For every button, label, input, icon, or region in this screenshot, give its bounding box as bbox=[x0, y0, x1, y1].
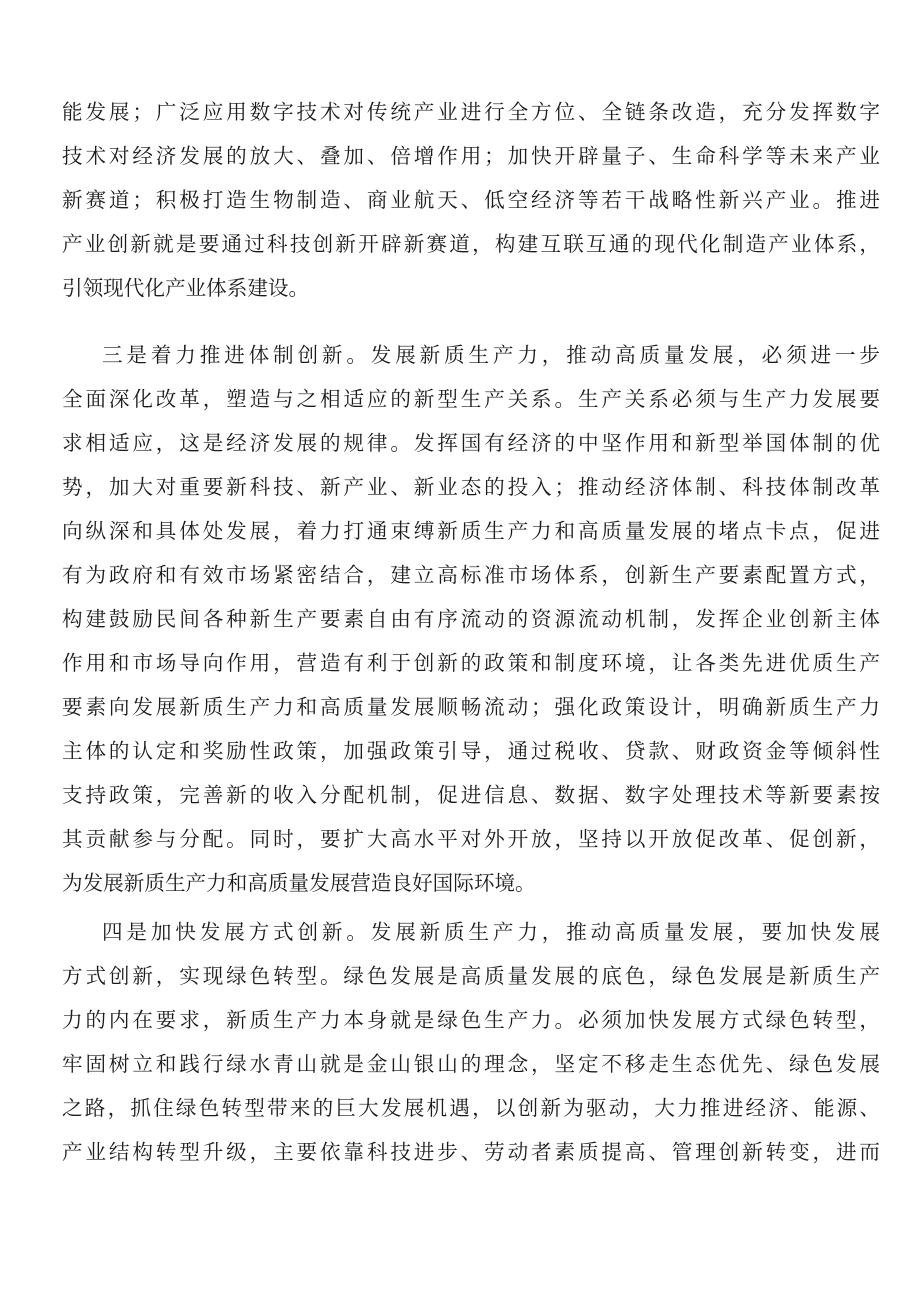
text-line: 为发展新质生产力和高质量发展营造良好国际环境。 bbox=[62, 871, 536, 895]
text-line: 力的内在要求，新质生产力本身就是绿色生产力。必须加快发展方式绿色转型， bbox=[62, 1008, 880, 1032]
text-line: 要素向发展新质生产力和高质量发展顺畅流动；强化政策设计，明确新质生产力 bbox=[62, 695, 880, 719]
text-line: 作用和市场导向作用，营造有利于创新的政策和制度环境，让各类先进优质生产 bbox=[62, 651, 880, 675]
text-line: 产业创新就是要通过科技创新开辟新赛道，构建互联互通的现代化制造产业体系， bbox=[62, 232, 880, 256]
text-line: 主体的认定和奖励性政策，加强政策引导，通过税收、贷款、财政资金等倾斜性 bbox=[62, 739, 880, 763]
text-line: 方式创新，实现绿色转型。绿色发展是高质量发展的底色，绿色发展是新质生产 bbox=[62, 964, 880, 988]
text-line: 牢固树立和践行绿水青山就是金山银山的理念，坚定不移走生态优先、绿色发展 bbox=[62, 1052, 880, 1076]
text-line: 构建鼓励民间各种新生产要素自由有序流动的资源流动机制，发挥企业创新主体 bbox=[62, 607, 880, 631]
text-line: 四是加快发展方式创新。发展新质生产力，推动高质量发展，要加快发展 bbox=[102, 920, 880, 944]
text-line: 向纵深和具体处发展，着力打通束缚新质生产力和高质量发展的堵点卡点，促进 bbox=[62, 519, 880, 543]
text-line: 能发展；广泛应用数字技术对传统产业进行全方位、全链条改造，充分发挥数字 bbox=[62, 100, 880, 124]
text-line: 产业结构转型升级，主要依靠科技进步、劳动者素质提高、管理创新转变，进而 bbox=[62, 1140, 880, 1164]
text-line: 其贡献参与分配。同时，要扩大高水平对外开放，坚持以开放促改革、促创新， bbox=[62, 827, 880, 851]
text-line: 全面深化改革，塑造与之相适应的新型生产关系。生产关系必须与生产力发展要 bbox=[62, 387, 880, 411]
text-line: 有为政府和有效市场紧密结合，建立高标准市场体系，创新生产要素配置方式， bbox=[62, 563, 880, 587]
text-line: 技术对经济发展的放大、叠加、倍增作用；加快开辟量子、生命科学等未来产业 bbox=[62, 144, 880, 168]
text-line: 引领现代化产业体系建设。 bbox=[62, 276, 310, 300]
text-line: 支持政策，完善新的收入分配机制，促进信息、数据、数字处理技术等新要素按 bbox=[62, 783, 880, 807]
text-line: 新赛道；积极打造生物制造、商业航天、低空经济等若干战略性新兴产业。推进 bbox=[62, 188, 880, 212]
text-line: 三是着力推进体制创新。发展新质生产力，推动高质量发展，必须进一步 bbox=[102, 343, 880, 367]
text-line: 势，加大对重要新科技、新产业、新业态的投入；推动经济体制、科技体制改革 bbox=[62, 475, 880, 499]
text-line: 之路，抓住绿色转型带来的巨大发展机遇，以创新为驱动，大力推进经济、能源、 bbox=[62, 1096, 880, 1120]
text-line: 求相适应，这是经济发展的规律。发挥国有经济的中坚作用和新型举国体制的优 bbox=[62, 431, 880, 455]
